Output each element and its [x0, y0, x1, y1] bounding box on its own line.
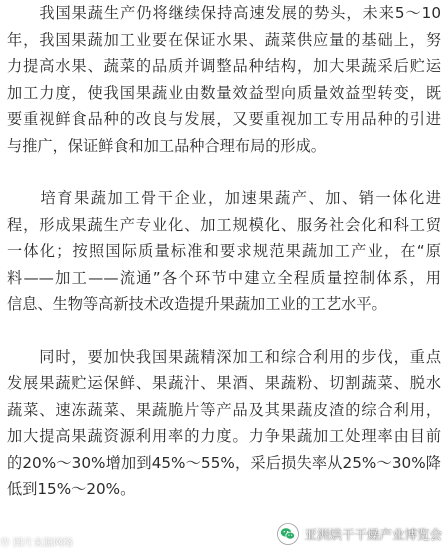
text-line: 蔬菜、速冻蔬菜、果蔬脆片等产品及其果蔬皮渣的综合利用，	[7, 400, 441, 419]
text-line: 同时，要加快我国果蔬精深加工和综合利用的步伐，重点	[7, 347, 441, 366]
text-line: 要重视鲜食品种的改良与发展，又要重视加工专用品种的引进	[7, 110, 441, 128]
text-line: 的20%～30%增加到45%～55%，采后损失率从25%～30%降	[7, 453, 441, 472]
article-body	[7, 0, 441, 503]
paragraph-gap	[7, 318, 441, 344]
text-line: 培育果蔬加工骨干企业，加速果蔬产、加、销一体化进	[7, 189, 441, 207]
text-line: 发展果蔬贮运保鲜、果蔬汁、果酒、果蔬粉、切割蔬菜、脱水	[7, 374, 441, 392]
text-line: 与推广，保证鲜食和加工品种合理布局的形成。	[7, 136, 326, 155]
paragraph-2	[7, 185, 441, 318]
paragraph-3	[7, 344, 441, 503]
paragraph-gap	[7, 159, 441, 185]
text-line: 年，我国果蔬加工业要在保证水果、蔬菜供应量的基础上，努	[7, 30, 441, 49]
account-watermark	[277, 522, 442, 546]
wechat-icon	[277, 523, 299, 545]
account-name: 亚洲烘干干燥产业博览会	[304, 527, 442, 542]
text-line: 加大提高果蔬资源利用率的力度。力争果蔬加工处理率由目前	[7, 427, 441, 445]
paragraph-1	[7, 0, 441, 159]
text-line: 一体化；按照国际质量标准和要求规范果蔬加工产业，在“原	[7, 242, 441, 260]
image-source-watermark: Ⓦ 图片来源网络	[0, 538, 74, 549]
text-line: 料——加工——流通”各个环节中建立全程质量控制体系，用	[7, 268, 441, 287]
text-line: 加工力度，使我国果蔬业由数量效益型向质量效益型转变，既	[7, 83, 441, 102]
text-line: 低到15%～20%。	[7, 480, 136, 498]
text-line: 程，形成果蔬生产专业化、加工规模化、服务社会化和科工贸	[7, 215, 441, 234]
text-line: 我国果蔬生产仍将继续保持高速发展的势头，未来5～10	[7, 4, 441, 22]
text-line: 信息、生物等高新技术改造提升果蔬加工业的工艺水平。	[7, 295, 387, 313]
text-line: 力提高水果、蔬菜的品质并调整品种结构，加大果蔬采后贮运	[7, 57, 441, 75]
